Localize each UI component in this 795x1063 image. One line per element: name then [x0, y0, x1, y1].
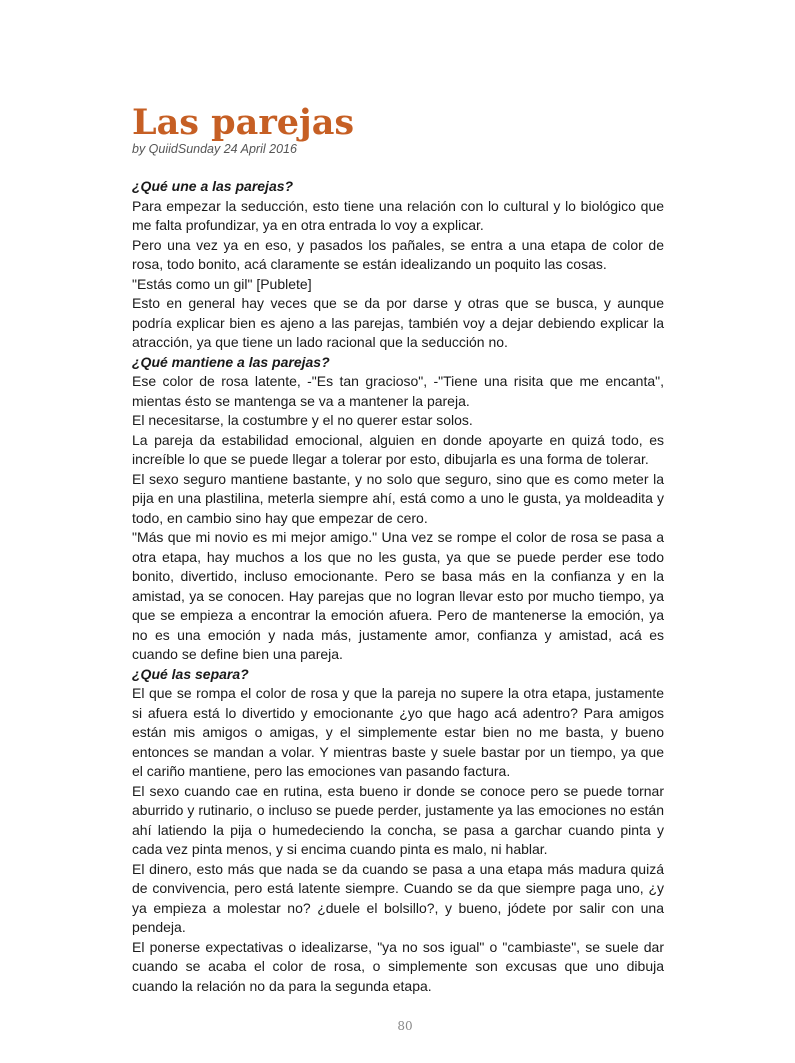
- article-byline: by QuiidSunday 24 April 2016: [132, 142, 297, 156]
- paragraph: "Estás como un gil" [Publete]: [132, 275, 312, 292]
- paragraph: El ponerse expectativas o idealizarse, "ya no sos igual" o "cambiaste", se suele dar cuando se acaba el color de rosa, o simplemente son excusas que uno dibuja cuando la relación no da para la segunda etapa.: [132, 938, 664, 994]
- paragraph: Esto en general hay veces que se da por darse y otras que se busca, y aunque podría explicar bien es ajeno a las parejas, también voy a dejar debiendo explicar la atracción, ya que tiene un lado racional que la seducción no.: [132, 295, 664, 350]
- article-body: [132, 177, 664, 996]
- paragraph: El dinero, esto más que nada se da cuando se pasa a una etapa más madura quizá de convivencia, pero está latente siempre. Cuando se da que siempre paga uno, ¿y ya empieza a molestar no? ¿duele el bolsillo?, y bueno, jódete por salir con una pendeja.: [132, 860, 664, 935]
- paragraph: Para empezar la seducción, esto tiene una relación con lo cultural y lo biológico que me falta profundizar, ya en otra entrada lo voy a explicar.: [132, 197, 664, 233]
- article-title: Las parejas: [132, 102, 355, 143]
- paragraph: La pareja da estabilidad emocional, alguien en donde apoyarte en quizá todo, es increíble lo que se puede llegar a tolerar por esto, dibujarla es una forma de tolerar.: [132, 431, 664, 467]
- section-heading: ¿Qué las separa?: [132, 665, 249, 682]
- paragraph: El necesitarse, la costumbre y el no querer estar solos.: [132, 412, 473, 428]
- paragraph: El que se rompa el color de rosa y que la pareja no supere la otra etapa, justamente si afuera está lo divertido y emocionante ¿yo que hago acá adentro? Para amigos están mis amigos o amigas, y el simplemente estar bien no me basta, y bueno entonces se mandan a volar. Y mientras baste y suele bastar por un tiempo, ya que el cariño mantiene, pero las emociones van pasando factura.: [132, 685, 664, 779]
- paragraph: "Más que mi novio es mi mejor amigo." Una vez se rompe el color de rosa se pasa a otra etapa, hay muchos a los que no les gusta, ya que se puede perder ese todo bonito, divertido, incluso emocionante. Pero se basa más en la confianza y en la amistad, ya se conocen. Hay parejas que no logran llevar esto por mucho tiempo, ya que se empieza a encontrar la emoción afuera. Pero de mantenerse la emoción, ya no es una emoción y nada más, justamente amor, confianza y amistad, acá es cuando se define bien una pareja.: [132, 529, 664, 662]
- paragraph: Ese color de rosa latente, -"Es tan gracioso", -"Tiene una risita que me encanta", mientas ésto se mantenga se va a mantener la pareja.: [132, 373, 664, 409]
- paragraph: El sexo cuando cae en rutina, esta bueno ir donde se conoce pero se puede tornar aburrido y rutinario, o incluso se puede perder, justamente ya las emociones no están ahí latiendo la pija o humedeciendo la concha, se pasa a garchar cuando pinta y cada vez pinta menos, y si encima cuando pinta es malo, ni hablar.: [132, 782, 664, 857]
- page-number: 80: [397, 1019, 413, 1033]
- paragraph: El sexo seguro mantiene bastante, y no solo que seguro, sino que es como meter la pija en una plastilina, meterla siempre ahí, está como a uno le gusta, ya moldeadita y todo, en cambio sino hay que empezar de cero.: [132, 470, 664, 526]
- paragraph: Pero una vez ya en eso, y pasados los pañales, se entra a una etapa de color de rosa, todo bonito, acá claramente se están idealizando un poquito las cosas.: [132, 236, 664, 272]
- section-heading: ¿Qué une a las parejas?: [132, 178, 294, 194]
- section-heading: ¿Qué mantiene a las parejas?: [132, 353, 330, 370]
